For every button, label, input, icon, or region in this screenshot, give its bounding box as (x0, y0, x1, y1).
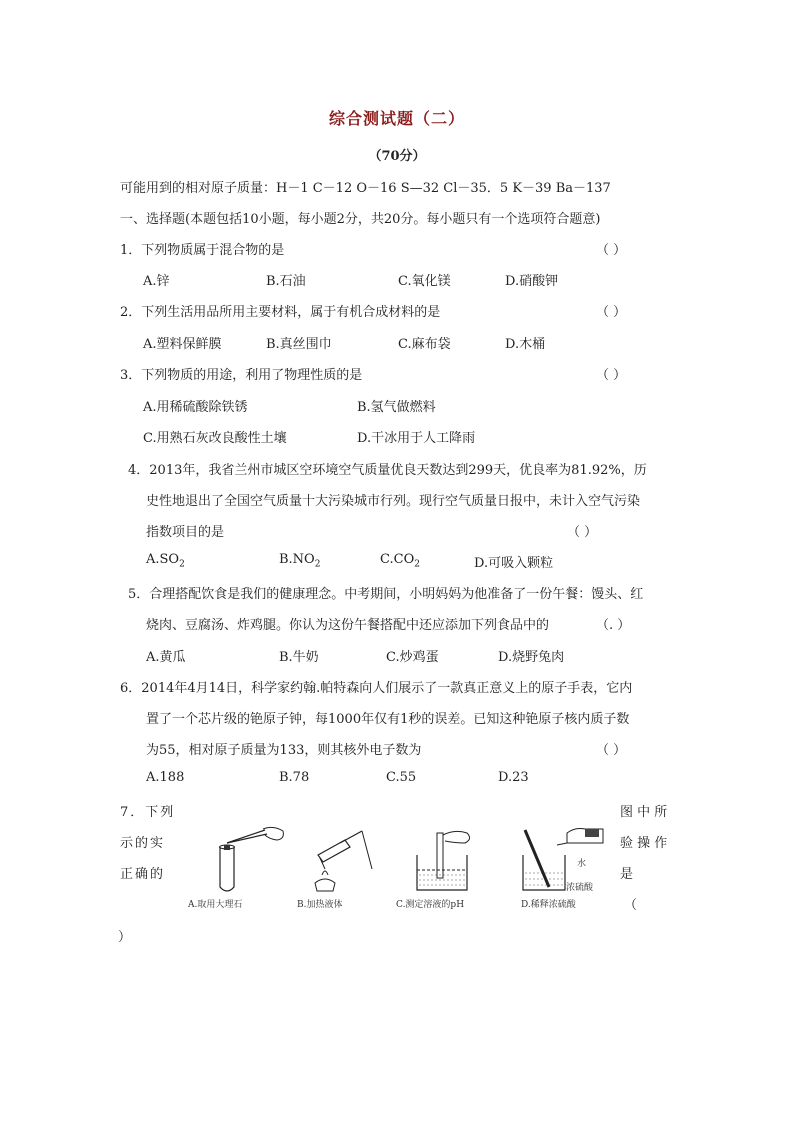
q3-answer-paren: （ ） (596, 368, 627, 383)
q4-stem-line3: 指数项目的是 (146, 525, 225, 540)
q5-option-c: C.炒鸡蛋 (386, 650, 439, 665)
figure-a-caption: A.取用大理石 (188, 900, 243, 910)
q1-stem: 1．下列物质属于混合物的是 (120, 243, 285, 258)
figure-b-illustration (300, 825, 380, 895)
q4-option-d: D.可吸入颗粒 (474, 556, 554, 571)
q4-stem-line2: 史性地退出了全国空气质量十大污染城市行列。现行空气质量日报中，未计入空气污染 (146, 494, 641, 509)
q5-stem-line2: 烧肉、豆腐汤、炸鸡腿。你认为这份午餐搭配中还应添加下列食品中的 (146, 618, 550, 633)
q4-option-b-sub: 2 (314, 559, 321, 570)
q1-option-d: D.硝酸钾 (505, 274, 559, 289)
q6-stem-line3: 为55，相对原子质量为133，则其核外电子数为 (146, 743, 422, 758)
figure-c-caption: C.测定溶液的pH (396, 900, 465, 910)
q3-option-d: D.干冰用于人工降雨 (357, 431, 476, 446)
q7-stem-right1: 图 中 所 (620, 805, 668, 820)
q5-option-d: D.烧野兔肉 (498, 650, 565, 665)
q6-option-b: B.78 (279, 770, 310, 785)
q5-stem-line1: 5．合理搭配饮食是我们的健康理念。中考期间，小明妈妈为他准备了一份午餐：馒头、红 (128, 587, 644, 602)
q5-option-a: A.黄瓜 (146, 650, 186, 665)
q5-answer-paren: （. ） (596, 618, 631, 633)
q6-stem-line2: 置了一个芯片级的铯原子钟，每1000年仅有1秒的误差。已知这种铯原子核内质子数 (146, 712, 630, 727)
section-heading: 一、选择题(本题包括10小题，每小题2分，共20分。每小题只有一个选项符合题意) (120, 212, 601, 227)
q1-option-a: A.锌 (143, 274, 170, 289)
q7-answer-paren-close: ） (118, 930, 132, 945)
q3-option-c: C.用熟石灰改良酸性土壤 (143, 431, 287, 446)
q2-stem: 2．下列生活用品所用主要材料，属于有机合成材料的是 (120, 305, 441, 320)
q5-option-b: B.牛奶 (279, 650, 319, 665)
q1-option-b: B.石油 (266, 274, 306, 289)
q7-stem-left1: 7．下列 (120, 805, 176, 820)
q6-stem-line1: 6．2014年4月14日，科学家约翰.帕特森向人们展示了一款真正意义上的原子手表，它内 (120, 681, 633, 696)
figure-d-water-label: 水 (577, 859, 587, 869)
q6-option-c: C.55 (386, 770, 417, 785)
q3-option-a: A.用稀硫酸除铁锈 (143, 400, 248, 415)
figure-d-illustration (515, 825, 615, 895)
q4-option-a-sub: 2 (179, 559, 185, 570)
q4-option-a-text: A.SO (146, 552, 180, 567)
q4-stem-line1: 4．2013年，我省兰州市城区空环境空气质量优良天数达到299天，优良率为81.92%，历 (128, 463, 647, 478)
q2-option-b: B.真丝围巾 (266, 337, 332, 352)
q7-stem-right2: 验 操 作 (620, 836, 668, 851)
q7-stem-left2: 示的实 (120, 836, 166, 851)
q7-stem-right3: 是 (620, 867, 634, 882)
q6-option-d: D.23 (498, 770, 529, 785)
q4-answer-paren: （ ） (567, 525, 598, 540)
q1-answer-paren: （ ） (596, 243, 627, 258)
figure-a-illustration (205, 825, 290, 895)
q2-option-d: D.木桶 (505, 337, 546, 352)
q7-stem-left3: 正确的 (120, 867, 166, 882)
page-title: 综合测试题（二） (328, 109, 465, 128)
q6-answer-paren: （ ） (596, 743, 627, 758)
figure-c-illustration (405, 825, 485, 895)
q4-option-c-sub: 2 (414, 559, 420, 570)
q4-option-b-text: B.NO (279, 552, 315, 567)
q4-option-b (279, 552, 320, 570)
q3-stem: 3．下列物质的用途，利用了物理性质的是 (120, 368, 363, 383)
figure-b-caption: B.加热液体 (297, 900, 343, 910)
q4-option-a (146, 552, 185, 570)
q2-option-a: A.塑料保鲜膜 (143, 337, 222, 352)
q2-answer-paren: （ ） (596, 305, 627, 320)
q7-answer-paren-open: （ (624, 898, 638, 913)
score-label: （70分） (368, 149, 426, 164)
q4-option-c (380, 552, 420, 570)
atomic-masses: 可能用到的相对原子质量：H－1 C－12 O－16 S—32 Cl－35．5 K－39 Ba－137 (120, 181, 611, 196)
q3-option-b: B.氢气做燃料 (357, 400, 436, 415)
q4-option-c-text: C.CO (380, 552, 415, 567)
q6-option-a: A.188 (146, 770, 185, 785)
figure-d-acid-label: 浓硫酸 (566, 883, 594, 893)
q1-option-c: C.氧化镁 (398, 274, 451, 289)
figure-d-caption: D.稀释浓硫酸 (521, 900, 576, 910)
q2-option-c: C.麻布袋 (398, 337, 451, 352)
